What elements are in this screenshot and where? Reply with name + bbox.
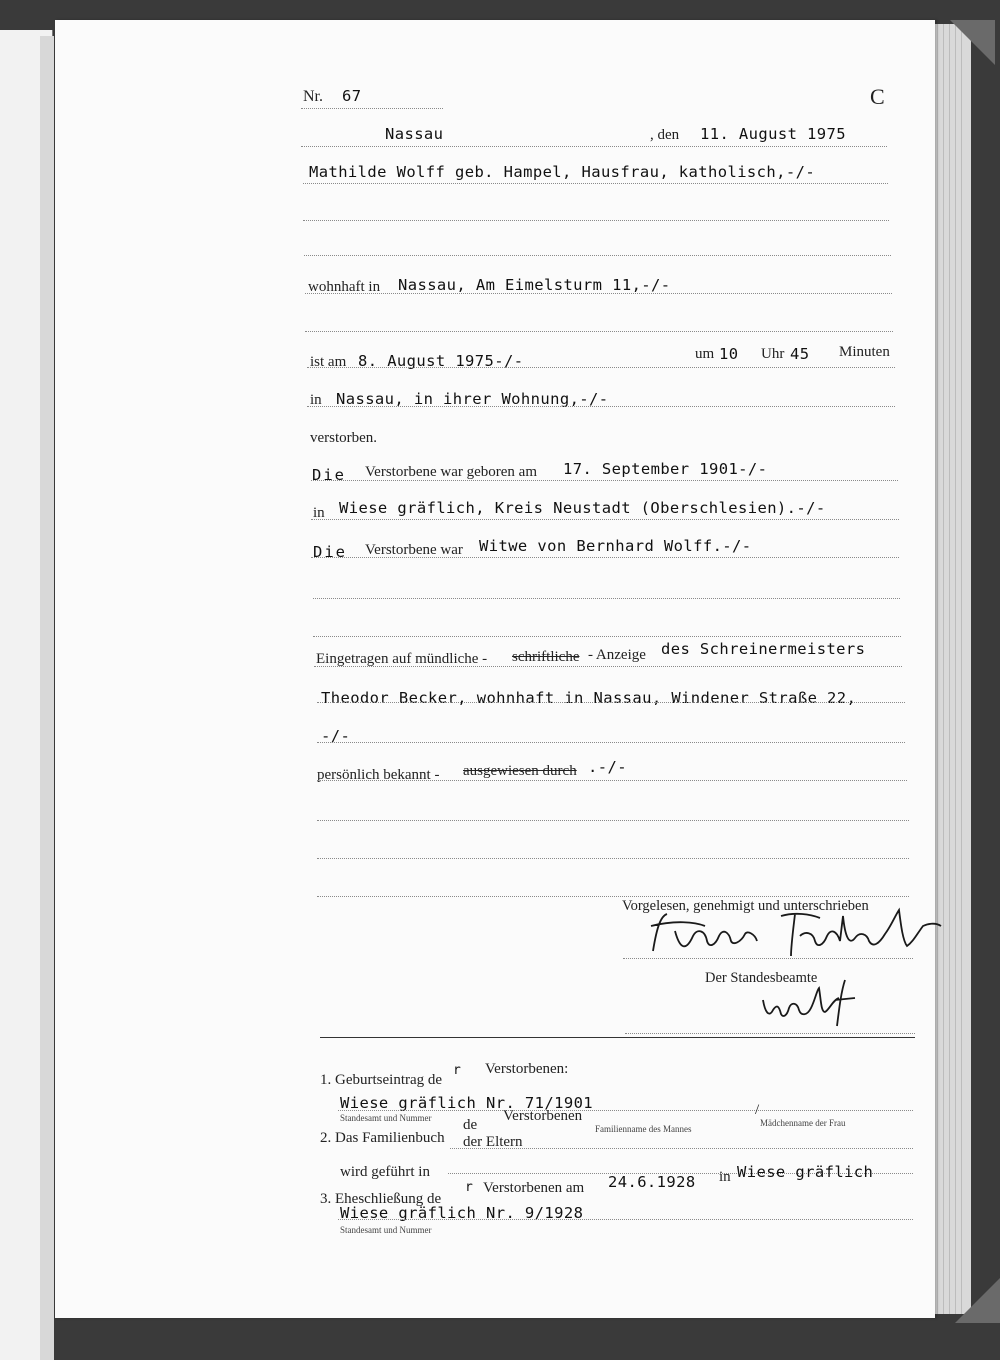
reporter-line-1: des Schreinermeisters	[661, 640, 866, 658]
line-birth-date	[311, 480, 898, 481]
death-in-label: in	[310, 392, 322, 408]
item3-label: 3. Eheschließung de	[320, 1191, 442, 1207]
line-report-3	[317, 742, 905, 743]
line-signature-registrar	[625, 1033, 915, 1034]
line-blank-6	[317, 820, 909, 821]
item2-label: 2. Das Familienbuch	[320, 1130, 445, 1146]
reporter-signature	[645, 886, 945, 966]
line-death-place	[307, 406, 895, 407]
status-value: Witwe von Bernhard Wolff.-/-	[479, 537, 752, 555]
verstorben-label: verstorben.	[310, 430, 378, 446]
bekannt-value: .-/-	[588, 758, 627, 776]
item3-suffix: r	[465, 1180, 474, 1195]
item2-verstorbenen: Verstorbenen	[503, 1108, 583, 1124]
line-blank-1	[303, 220, 889, 221]
slash: /	[755, 1102, 760, 1118]
reporter-line-2: Theodor Becker, wohnhaft in Nassau, Windener Straße 22,	[321, 689, 857, 707]
birth-die-label: Die	[312, 466, 346, 484]
reporter-line-3: -/-	[321, 727, 351, 745]
line-death-date	[307, 367, 895, 368]
item1-label2: Verstorbenen:	[485, 1061, 569, 1077]
corner-protector-top	[950, 20, 995, 65]
line-blank-4	[313, 598, 900, 599]
item3-in-label: in	[719, 1169, 731, 1185]
deceased-name: Mathilde Wolff geb. Hampel, Hausfrau, katholisch,-/-	[309, 163, 816, 181]
line-signature-reporter	[623, 958, 913, 959]
minuten-label: Minuten	[839, 344, 890, 360]
item2-eltern: der Eltern	[463, 1134, 523, 1150]
footer-divider	[320, 1037, 915, 1038]
maedchenname-label: Mädchenname der Frau	[760, 1118, 846, 1128]
anzeige-label: - Anzeige	[588, 647, 646, 663]
vorgelesen-label: Vorgelesen, genehmigt und unterschrieben	[622, 898, 869, 914]
item3-place: Wiese gräflich	[737, 1163, 874, 1181]
line-residence	[305, 293, 892, 294]
left-page-gutter	[40, 36, 54, 1360]
line-item1	[338, 1110, 913, 1111]
item1-label: 1. Geburtseintrag de	[320, 1072, 443, 1088]
residence-value: Nassau, Am Eimelsturm 11,-/-	[398, 276, 671, 294]
gefuehrt-label: wird geführt in	[340, 1164, 430, 1180]
nr-label: Nr.	[303, 88, 323, 105]
status-die-label: Die	[313, 543, 347, 561]
um-label: um	[695, 346, 715, 362]
ist-am-label: ist am	[310, 354, 347, 370]
death-hour: 10	[719, 345, 739, 363]
status-war-label: Verstorbene war	[365, 542, 463, 558]
item3-date: 24.6.1928	[608, 1173, 696, 1191]
corner-protector-bottom	[955, 1278, 1000, 1323]
line-bekannt	[317, 780, 907, 781]
nr-value: 67	[342, 87, 362, 105]
form-letter: C	[870, 84, 885, 109]
birth-place: Wiese gräflich, Kreis Neustadt (Oberschlesien).-/-	[339, 499, 826, 517]
nr-underline	[301, 108, 443, 109]
item1-value: Wiese gräflich Nr. 71/1901	[340, 1094, 594, 1112]
line-report-2	[317, 702, 905, 703]
death-minutes: 45	[790, 345, 810, 363]
line-birth-place	[311, 519, 899, 520]
standesamt-label-1: Standesamt und Nummer	[340, 1113, 432, 1123]
eingetragen-label: Eingetragen auf mündliche -	[316, 651, 488, 667]
uhr-label: Uhr	[761, 346, 785, 362]
register-page	[55, 20, 935, 1318]
born-label: Verstorbene war geboren am	[365, 464, 538, 480]
line-blank-5	[313, 636, 901, 637]
line-status	[311, 557, 899, 558]
line-report-1	[314, 666, 902, 667]
line-place-date	[301, 146, 887, 147]
item1-suffix: r	[453, 1063, 462, 1078]
line-item2	[450, 1148, 913, 1149]
registrar-signature	[755, 960, 865, 1030]
item3-label2: Verstorbenen am	[483, 1180, 585, 1196]
line-item3	[338, 1219, 913, 1220]
den-label: , den	[650, 127, 680, 143]
birth-in-label: in	[313, 505, 325, 521]
line-name	[303, 183, 888, 184]
line-blank-2	[304, 255, 891, 256]
standesamt-label-2: Standesamt und Nummer	[340, 1225, 432, 1235]
line-blank-7	[317, 858, 909, 859]
page-stack	[930, 24, 971, 1314]
death-date: 8. August 1975-/-	[358, 352, 524, 370]
line-blank-3	[305, 331, 893, 332]
item3-value: Wiese gräflich Nr. 9/1928	[340, 1204, 584, 1222]
beamte-label: Der Standesbeamte	[705, 970, 818, 986]
residence-label: wohnhaft in	[308, 279, 381, 295]
struck-ausgewiesen: ausgewiesen durch	[463, 763, 577, 779]
familienname-label: Familienname des Mannes	[595, 1124, 692, 1134]
bekannt-label: persönlich bekannt -	[317, 767, 440, 783]
struck-schriftliche: schriftliche	[512, 649, 580, 665]
date: 11. August 1975	[700, 125, 846, 143]
death-place: Nassau, in ihrer Wohnung,-/-	[336, 390, 609, 408]
item2-de: de	[463, 1117, 478, 1133]
birth-date: 17. September 1901-/-	[563, 460, 768, 478]
place: Nassau	[385, 125, 444, 143]
